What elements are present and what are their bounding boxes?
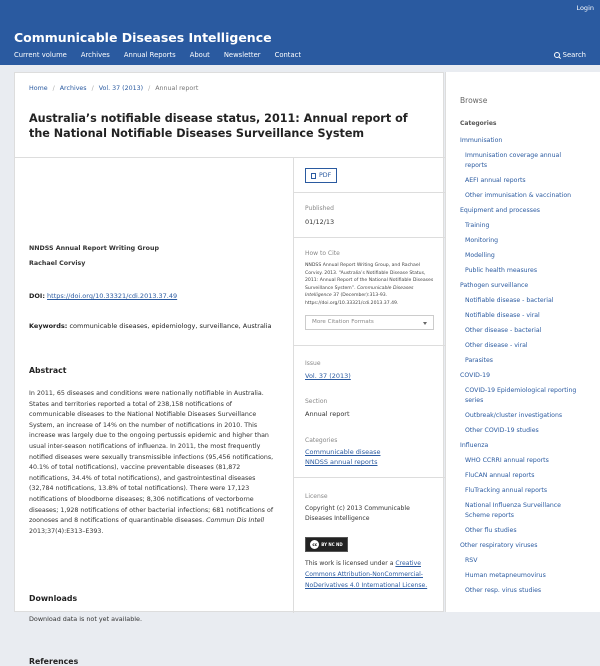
sidebar-subcategory-link[interactable]: Parasites (465, 357, 493, 364)
license-text: Copyright (c) 2013 Communicable Diseases Intelligence (305, 505, 410, 523)
search-label: Search (562, 51, 586, 59)
issue-label: Issue (305, 360, 321, 367)
keywords-label: Keywords: (29, 322, 68, 330)
abstract-heading: Abstract (29, 366, 67, 375)
sidebar-subcategory-link[interactable]: WHO CCRRI annual reports (465, 457, 549, 464)
breadcrumb-separator: / (52, 85, 55, 92)
sidebar-subcategory-link[interactable]: Monitoring (465, 237, 499, 244)
license-statement (305, 558, 437, 591)
nav-about[interactable]: About (189, 51, 210, 59)
issue-link[interactable]: Vol. 37 (2013) (305, 372, 351, 380)
category-link[interactable]: Communicable disease (305, 448, 381, 456)
divider (15, 157, 445, 158)
breadcrumb (29, 85, 198, 92)
browse-title: Browse (460, 96, 488, 105)
citation-text (305, 262, 437, 308)
cc-badge-label: BY NC ND (321, 542, 343, 547)
site-header (0, 0, 600, 65)
nav-annual-reports[interactable]: Annual Reports (123, 51, 176, 59)
abstract-text (29, 389, 277, 537)
author-name: Rachael Corvisy (29, 260, 86, 267)
sidebar-subcategory-link[interactable]: Other COVID-19 studies (465, 427, 539, 434)
sidebar (445, 72, 600, 612)
citation-format-label: More Citation Formats (312, 319, 374, 325)
sidebar-category-link[interactable]: Influenza (460, 442, 489, 449)
sidebar-subcategory-link[interactable]: Training (465, 222, 490, 229)
pdf-label: PDF (319, 172, 332, 179)
sidebar-category-link[interactable]: Immunisation (460, 137, 503, 144)
nav-contact[interactable]: Contact (274, 51, 302, 59)
login-link[interactable]: Login (576, 4, 594, 12)
how-to-cite-label: How to Cite (305, 250, 340, 257)
license-label: License (305, 493, 328, 500)
downloads-heading: Downloads (29, 594, 78, 603)
search-icon (554, 52, 560, 58)
abstract-body: In 2011, 65 diseases and conditions were nationally notifiable in Australia. States and territories reported a total of 238,158 notifications of communicable diseases to the National Notifiable Diseases Surveillance System, an increase of 14% on the number of notifications in 2010. This increase was largely due to the ongoing pertussis epidemic and higher than usual inter-season notifications of influenza. In 2011, the most frequently notified diseases were sexually transmissible infections (95,456 notifications, 40.1% of total notifications), vaccine preventable diseases (81,872 notifications, 34.4% of total notifications), and gastrointestinal diseases (32,784 notifications, 13.8% of total notifications). There were 17,123 notifications of bloodborne diseases; 8,306 notifications of vectorborne diseases; 1,928 notifications of other bacterial infections; 681 notifications of zoonoses and 8 notifications of quarantinable diseases. (29, 390, 274, 525)
sidebar-subcategory-link[interactable]: Modelling (465, 252, 495, 259)
breadcrumb-home[interactable]: Home (29, 85, 48, 92)
citation-format-select[interactable] (305, 315, 434, 330)
page-title: Australia’s notifiable disease status, 2011: Annual report of the National Notifiable Diseases Surveillance System (29, 112, 408, 140)
file-icon (311, 173, 316, 179)
breadcrumb-current: Annual report (155, 85, 199, 92)
sidebar-subcategory-link[interactable]: Immunisation coverage annual reports (465, 152, 562, 169)
sidebar-subcategory-link[interactable]: Public health measures (465, 267, 538, 274)
nav-archives[interactable]: Archives (80, 51, 110, 59)
breadcrumb-separator: / (148, 85, 151, 92)
abstract-citation-tail: 2013;37(4):E313–E393. (29, 527, 104, 535)
search-link[interactable] (554, 51, 586, 59)
doi (29, 292, 177, 300)
section-label: Section (305, 398, 328, 405)
cc-license-badge[interactable] (305, 537, 348, 552)
citation-tail: 37 (December):313-93. https://doi.org/10.33321/cdi.2013.37.49. (305, 293, 399, 306)
license-pre: This work is licensed under a (305, 560, 394, 567)
sidebar-subcategory-link[interactable]: COVID-19 Epidemiological reporting series (465, 387, 577, 404)
sidebar-categories-label: Categories (460, 120, 497, 127)
downloads-text: Download data is not yet available. (29, 615, 142, 623)
article-panel (14, 72, 444, 666)
divider (293, 237, 445, 238)
keywords-value: communicable diseases, epidemiology, surveillance, Australia (69, 322, 272, 330)
sidebar-subcategory-link[interactable]: Other disease - viral (465, 342, 528, 349)
main-nav (14, 51, 301, 59)
nav-current-volume[interactable]: Current volume (14, 51, 67, 59)
citation-body: NNDSS Annual Report Writing Group, and Rachael Corvisy. 2013. “Australia’s Notifiable Disease Status, 2011: Annual Report of the National Notifiable Diseases Surveillance System”. (305, 263, 434, 291)
doi-link[interactable]: https://doi.org/10.33321/cdi.2013.37.49 (47, 292, 178, 300)
sidebar-subcategory-link[interactable]: AEFI annual reports (465, 177, 526, 184)
keywords (29, 322, 272, 330)
section-value: Annual report (305, 410, 350, 418)
references-heading: References (29, 657, 79, 666)
breadcrumb-archives[interactable]: Archives (59, 85, 87, 92)
doi-label: DOI: (29, 292, 45, 300)
sidebar-subcategory-link[interactable]: Outbreak/cluster investigations (465, 412, 563, 419)
sidebar-subcategory-link[interactable]: RSV (465, 557, 478, 564)
nav-newsletter[interactable]: Newsletter (223, 51, 261, 59)
pdf-button[interactable] (305, 168, 337, 183)
sidebar-subcategory-link[interactable]: Notifiable disease - viral (465, 312, 540, 319)
sidebar-subcategory-link[interactable]: Human metapneumovirus (465, 572, 546, 579)
divider (293, 192, 445, 193)
sidebar-subcategory-link[interactable]: Other disease - bacterial (465, 327, 542, 334)
category-link[interactable]: NNDSS annual reports (305, 458, 378, 466)
divider (293, 345, 445, 346)
breadcrumb-volume[interactable]: Vol. 37 (2013) (98, 85, 144, 92)
published-date: 01/12/13 (305, 218, 335, 226)
sidebar-subcategory-link[interactable]: FluTracking annual reports (465, 487, 548, 494)
sidebar-subcategory-link[interactable]: FluCAN annual reports (465, 472, 535, 479)
published-label: Published (305, 205, 334, 212)
author-name: NNDSS Annual Report Writing Group (29, 245, 159, 252)
sidebar-subcategory-link[interactable]: Notifiable disease - bacterial (465, 297, 554, 304)
sidebar-category-link[interactable]: Equipment and processes (460, 207, 540, 214)
abstract-citation: Commun Dis Intell (206, 517, 265, 525)
site-title[interactable]: Communicable Diseases Intelligence (14, 30, 272, 45)
sidebar-category-link[interactable]: COVID-19 (460, 372, 491, 379)
sidebar-subcategory-link[interactable]: Other immunisation & vaccination (465, 192, 572, 199)
sidebar-subcategory-link[interactable]: Other flu studies (465, 527, 517, 534)
sidebar-category-link[interactable]: Other respiratory viruses (460, 542, 538, 549)
sidebar-subcategory-link[interactable]: Other resp. virus studies (465, 587, 542, 594)
breadcrumb-separator: / (91, 85, 94, 92)
sidebar-category-link[interactable]: Pathogen surveillance (460, 282, 529, 289)
divider (293, 157, 294, 613)
divider (293, 477, 445, 478)
license-link[interactable]: Creative Commons Attribution-NonCommercial-NoDerivatives 4.0 International License. (305, 560, 428, 589)
chevron-down-icon (423, 322, 427, 325)
cc-icon: cc (310, 540, 319, 549)
sidebar-subcategory-link[interactable]: National Influenza Surveillance Scheme reports (465, 502, 561, 519)
categories-label: Categories (305, 437, 338, 444)
citation-journal: Communicable Diseases Intelligence (305, 285, 414, 299)
